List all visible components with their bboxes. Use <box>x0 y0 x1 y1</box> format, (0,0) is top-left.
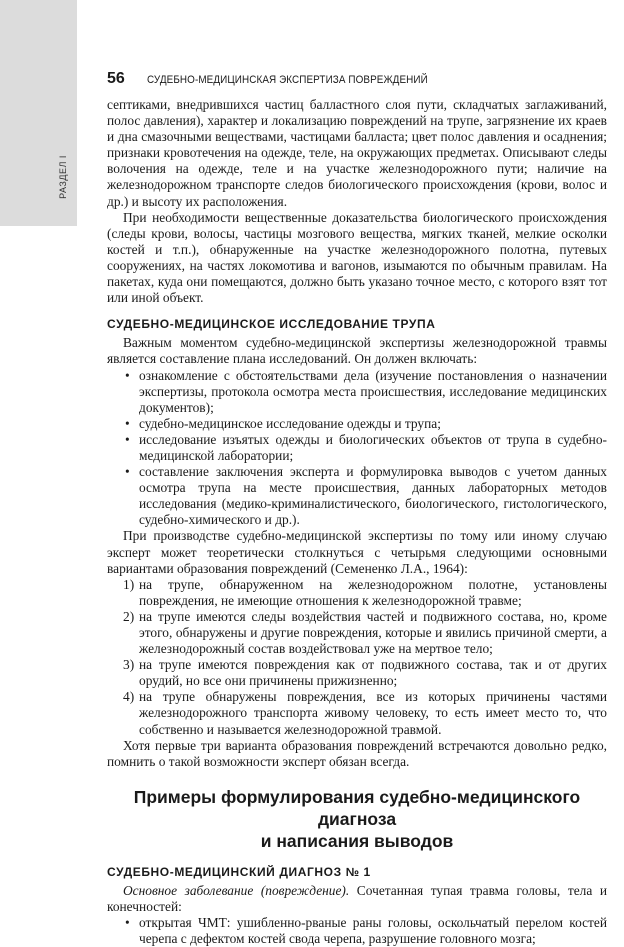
variant-text: на трупе имеются повреждения как от подвижного состава, так и от других орудий, но все они причинены прижизненно; <box>139 657 607 689</box>
diagnosis-label: Основное заболевание (повреждение). <box>123 882 350 898</box>
plan-list <box>107 368 607 529</box>
bullet-icon: • <box>125 431 130 447</box>
bullet-icon: • <box>125 415 130 431</box>
section-tab-label: РАЗДЕЛ I <box>58 155 68 199</box>
section-heading-autopsy: СУДЕБНО-МЕДИЦИНСКОЕ ИССЛЕДОВАНИЕ ТРУПА <box>107 317 436 332</box>
page-number: 56 <box>107 70 125 87</box>
paragraph-plan-intro: Важным моментом судебно-медицинской экспертизы железнодорожной травмы является составление плана исследований. Он должен включать: <box>107 335 607 367</box>
section-heading-diagnosis: СУДЕБНО-МЕДИЦИНСКИЙ ДИАГНОЗ № 1 <box>107 864 371 879</box>
diagnosis-text: Сочетанная тупая травма головы, тела и конечностей: <box>107 882 607 915</box>
page-header <box>107 70 594 92</box>
plan-item <box>107 432 607 464</box>
plan-item-text: судебно-медицинское исследование одежды и трупа; <box>139 415 441 431</box>
major-heading <box>107 786 607 852</box>
major-heading-line2: и написания выводов <box>260 830 454 851</box>
variant-item <box>107 657 607 689</box>
bullet-icon: • <box>125 367 130 383</box>
variant-text: на трупе имеются следы воздействия частей и подвижного состава, но, кроме этого, обнаружены и другие повреждения, которые и явились причиной смерти, а железнодорожный состав воздействовал уже на мертвое тело; <box>139 608 607 657</box>
variant-number: 3) <box>123 657 135 673</box>
variant-number: 4) <box>123 689 135 705</box>
plan-item-text: ознакомление с обстоятельствами дела (изучение постановления о назначении экспертизы, протокола осмотра места происшествия, исследование медицинских документов); <box>139 367 607 415</box>
major-heading-line1: Примеры формулирования судебно-медицинского диагноза <box>133 786 581 829</box>
variant-item <box>107 577 607 609</box>
variant-text: на трупе, обнаруженном на железнодорожном полотне, установлены повреждения, не имеющие отношения к железнодорожной травме; <box>139 576 607 608</box>
plan-item <box>107 416 607 432</box>
diagnosis-list <box>107 915 607 947</box>
bullet-icon: • <box>125 915 130 931</box>
plan-item-text: составление заключения эксперта и формулировка выводов с учетом данных осмотра трупа на месте происшествия, данных лабораторных методов исследования (медико-криминалистического, биологического, гистологического, судебно-химического и др.). <box>139 464 607 528</box>
variant-item <box>107 609 607 657</box>
section-side-tab <box>0 0 77 226</box>
page-body <box>107 97 607 947</box>
variant-text: на трупе обнаружены повреждения, все из которых причинены частями железнодорожного транспорта живому человеку, то есть имеет место то, что собственно и называется железнодорожной травмой. <box>139 689 607 737</box>
paragraph-continuation: септиками, внедрившихся частиц балластного слоя пути, складчатых заглаживаний, полос давления), характер и локализацию повреждений на трупе, загрязнение их краев и дна смазочными веществами, частицами балласта; цвет полос давления и осаднения; признаки кровотечения на одежде, теле, на окружающих предметах. Описывают следы волочения на одежде, теле и на участке железнодорожного пути; наличие на железнодорожном транспорте следов биологического происхождения (крови, волос и др.) и высоту их расположения. <box>107 97 607 209</box>
diagnosis-item-text: открытая ЧМТ: ушибленно-рваные раны головы, оскольчатый перелом костей черепа с дефектом костей свода черепа, разрушение головного мозга; <box>139 915 607 947</box>
paragraph-variants-note: Хотя первые три варианта образования повреждений встречаются довольно редко, помнить о такой возможности эксперт обязан всегда. <box>107 737 607 769</box>
variants-list <box>107 577 607 738</box>
paragraph-evidence: При необходимости вещественные доказательства биологического происхождения (следы крови, волосы, частицы мозгового вещества, мягких тканей, мелкие осколки костей и т.п.), обнаруженные на участке железнодорожного полотна, путевых сооружениях, на частях локомотива и вагонов, изымаются по обычным правилам. На пакетах, куда они помещаются, должно быть указано точное место, с которого взят тот или иной объект. <box>107 209 607 306</box>
paragraph-diagnosis <box>107 883 607 915</box>
plan-item-text: исследование изъятых одежды и биологических объектов от трупа в судебно-медицинской лаборатории; <box>139 431 607 463</box>
bullet-icon: • <box>125 464 130 480</box>
plan-item <box>107 368 607 416</box>
diagnosis-item <box>107 915 607 947</box>
variant-number: 2) <box>123 608 135 624</box>
plan-item <box>107 464 607 528</box>
variant-number: 1) <box>123 576 135 592</box>
variant-item <box>107 689 607 737</box>
paragraph-variants-intro: При производстве судебно-медицинской экспертизы по тому или иному случаю эксперт может теоретически столкнуться с четырьмя следующими основными вариантами образования повреждений (Семененко Л.А., 1964): <box>107 528 607 576</box>
running-title: СУДЕБНО-МЕДИЦИНСКАЯ ЭКСПЕРТИЗА ПОВРЕЖДЕНИЙ <box>146 74 428 86</box>
